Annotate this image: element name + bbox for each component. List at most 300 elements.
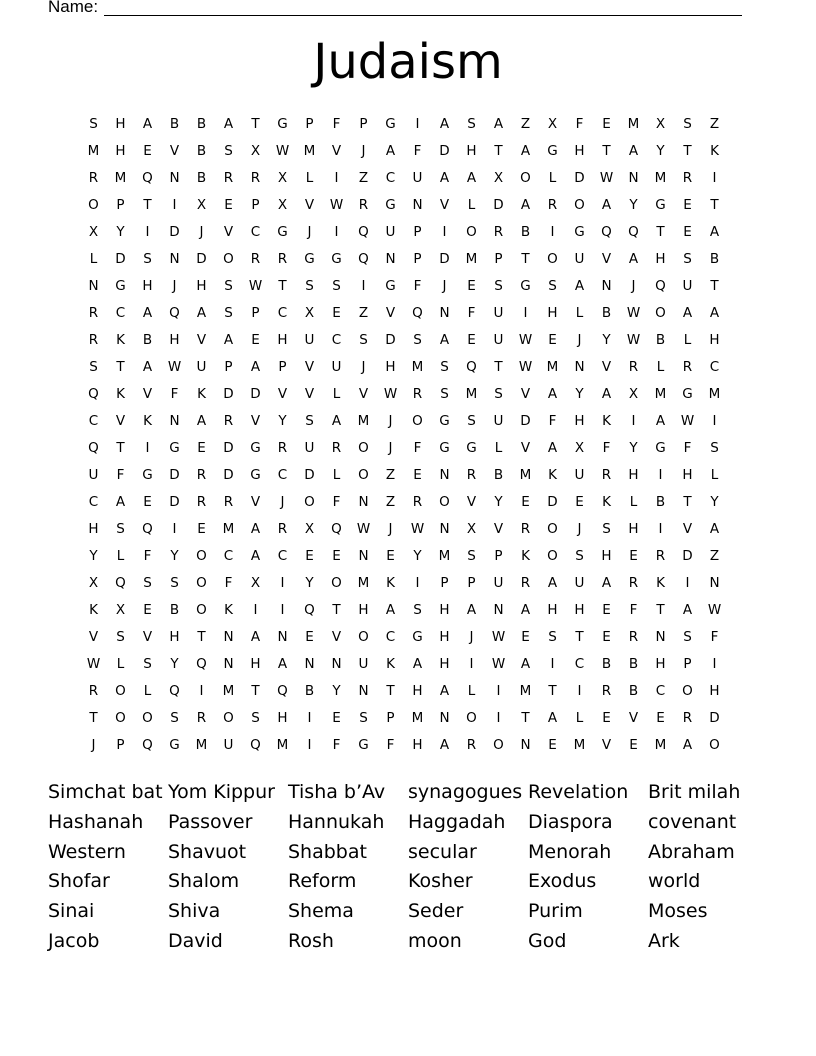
grid-letter: J	[469, 629, 474, 645]
grid-letter: P	[305, 116, 314, 132]
grid-letter: O	[223, 251, 234, 267]
grid-letter: N	[439, 467, 450, 483]
grid-letter: N	[331, 656, 342, 672]
grid-letter: V	[277, 386, 288, 402]
grid-letter: K	[386, 656, 395, 672]
grid-letter: S	[143, 251, 152, 267]
grid-letter: N	[169, 251, 180, 267]
grid-letter: M	[465, 251, 478, 267]
grid-letter: B	[169, 602, 180, 618]
grid-letter: F	[575, 116, 584, 132]
grid-letter: E	[683, 224, 692, 240]
grid-letter: O	[196, 575, 207, 591]
grid-letter: V	[250, 494, 261, 510]
grid-letter: D	[709, 710, 720, 726]
word-bank-item: covenant	[648, 810, 737, 833]
grid-letter: M	[276, 737, 289, 753]
grid-letter: N	[223, 629, 234, 645]
grid-letter: G	[358, 737, 369, 753]
grid-letter: T	[278, 278, 287, 294]
grid-row	[80, 624, 728, 651]
grid-letter: H	[412, 737, 423, 753]
grid-letter: N	[601, 278, 612, 294]
grid-letter: W	[707, 602, 722, 618]
grid-letter: N	[358, 548, 369, 564]
grid-letter: L	[332, 467, 341, 483]
grid-letter: V	[115, 413, 126, 429]
grid-letter: N	[439, 710, 450, 726]
grid-letter: A	[601, 575, 612, 591]
grid-letter: T	[197, 629, 206, 645]
grid-letter: V	[601, 359, 612, 375]
grid-letter: M	[438, 548, 451, 564]
grid-letter: J	[442, 278, 447, 294]
grid-letter: B	[655, 332, 666, 348]
grid-letter: Y	[89, 548, 98, 564]
grid-letter: H	[115, 116, 126, 132]
grid-letter: R	[682, 710, 693, 726]
grid-letter: U	[493, 575, 504, 591]
grid-letter: F	[710, 629, 719, 645]
grid-letter: L	[467, 683, 476, 699]
grid-letter: R	[412, 494, 423, 510]
grid-letter: X	[277, 170, 288, 186]
grid-letter: O	[115, 683, 126, 699]
grid-letter: E	[575, 494, 584, 510]
grid-letter: A	[439, 332, 450, 348]
grid-letter: K	[89, 602, 98, 618]
grid-letter: D	[223, 467, 234, 483]
grid-letter: S	[224, 143, 233, 159]
grid-letter: H	[709, 332, 720, 348]
grid-letter: V	[250, 413, 261, 429]
grid-letter: C	[223, 548, 234, 564]
grid-letter: M	[303, 143, 316, 159]
grid-letter: H	[439, 629, 450, 645]
grid-letter: I	[415, 116, 420, 132]
grid-letter: F	[332, 494, 341, 510]
grid-letter: G	[439, 440, 450, 456]
grid-letter: A	[250, 521, 261, 537]
grid-letter: K	[602, 494, 611, 510]
grid-letter: Q	[169, 683, 180, 699]
grid-letter: S	[575, 548, 584, 564]
grid-row	[80, 435, 728, 462]
grid-letter: S	[116, 629, 125, 645]
grid-letter: I	[469, 656, 474, 672]
grid-letter: Q	[358, 251, 369, 267]
grid-letter: H	[574, 143, 585, 159]
grid-letter: K	[548, 467, 557, 483]
grid-letter: J	[172, 278, 177, 294]
grid-row	[80, 489, 728, 516]
grid-letter: S	[224, 305, 233, 321]
grid-letter: E	[224, 197, 233, 213]
grid-letter: K	[116, 386, 125, 402]
grid-letter: C	[88, 494, 99, 510]
grid-letter: Q	[169, 305, 180, 321]
grid-letter: P	[116, 737, 125, 753]
grid-letter: P	[440, 575, 449, 591]
grid-letter: Z	[358, 170, 369, 186]
grid-letter: G	[520, 278, 531, 294]
grid-letter: S	[224, 278, 233, 294]
grid-letter: S	[710, 440, 719, 456]
grid-letter: X	[196, 197, 207, 213]
word-bank-item: Reform	[288, 870, 357, 893]
word-bank-item: Exodus	[528, 870, 597, 893]
grid-letter: L	[656, 359, 665, 375]
grid-letter: U	[412, 170, 423, 186]
grid-letter: X	[493, 170, 504, 186]
grid-row	[80, 192, 728, 219]
grid-letter: R	[520, 521, 531, 537]
grid-letter: F	[683, 440, 692, 456]
grid-letter: X	[304, 521, 315, 537]
grid-letter: V	[439, 197, 450, 213]
grid-letter: D	[223, 440, 234, 456]
grid-letter: H	[439, 656, 450, 672]
grid-letter: Q	[601, 224, 612, 240]
grid-row	[80, 516, 728, 543]
grid-letter: V	[196, 332, 207, 348]
grid-letter: G	[385, 116, 396, 132]
grid-letter: V	[682, 521, 693, 537]
grid-letter: N	[628, 170, 639, 186]
grid-letter: I	[415, 575, 420, 591]
grid-letter: E	[602, 116, 611, 132]
grid-row	[80, 381, 728, 408]
grid-letter: E	[305, 629, 314, 645]
grid-letter: A	[250, 548, 261, 564]
grid-letter: I	[631, 413, 636, 429]
grid-letter: Q	[88, 386, 99, 402]
grid-letter: U	[574, 467, 585, 483]
grid-letter: A	[412, 656, 423, 672]
grid-letter: A	[277, 656, 288, 672]
grid-letter: A	[439, 116, 450, 132]
grid-letter: S	[413, 332, 422, 348]
grid-letter: D	[439, 143, 450, 159]
grid-row	[80, 354, 728, 381]
grid-row	[80, 219, 728, 246]
grid-letter: W	[356, 521, 371, 537]
grid-letter: A	[601, 197, 612, 213]
grid-letter: A	[709, 305, 720, 321]
grid-letter: H	[574, 602, 585, 618]
grid-letter: H	[628, 521, 639, 537]
grid-letter: V	[466, 494, 477, 510]
grid-letter: M	[573, 737, 586, 753]
grid-letter: J	[577, 521, 582, 537]
word-bank-item: Brit milah	[648, 781, 741, 803]
grid-letter: I	[280, 602, 285, 618]
grid-letter: Y	[656, 143, 665, 159]
grid-letter: S	[305, 278, 314, 294]
grid-letter: M	[411, 359, 424, 375]
grid-letter: T	[683, 143, 692, 159]
grid-letter: C	[277, 548, 288, 564]
grid-letter: Q	[331, 521, 342, 537]
grid-letter: H	[196, 278, 207, 294]
grid-letter: I	[658, 521, 663, 537]
grid-letter: U	[493, 413, 504, 429]
grid-row	[80, 543, 728, 570]
grid-letter: D	[493, 197, 504, 213]
grid-letter: O	[358, 629, 369, 645]
grid-letter: B	[304, 683, 315, 699]
grid-letter: P	[494, 251, 503, 267]
grid-letter: I	[712, 413, 717, 429]
grid-letter: R	[601, 467, 612, 483]
grid-letter: I	[172, 521, 177, 537]
grid-letter: S	[602, 521, 611, 537]
grid-letter: P	[386, 710, 395, 726]
grid-letter: E	[521, 494, 530, 510]
grid-letter: R	[628, 575, 639, 591]
grid-letter: S	[467, 548, 476, 564]
grid-letter: O	[547, 251, 558, 267]
grid-letter: A	[439, 737, 450, 753]
word-bank-item: Abraham	[648, 840, 735, 863]
grid-letter: S	[494, 278, 503, 294]
word-bank-item: David	[168, 929, 223, 952]
name-label: Name:	[48, 0, 99, 16]
word-bank-item: Shofar	[48, 870, 110, 893]
grid-letter: M	[654, 386, 667, 402]
grid-letter: L	[629, 494, 638, 510]
grid-letter: R	[223, 170, 234, 186]
letter-grid	[80, 111, 728, 759]
grid-letter: Z	[358, 305, 369, 321]
grid-letter: M	[465, 386, 478, 402]
grid-letter: S	[683, 116, 692, 132]
grid-row	[80, 246, 728, 273]
name-line[interactable]	[104, 15, 742, 16]
grid-letter: X	[655, 116, 666, 132]
grid-letter: J	[280, 494, 285, 510]
grid-letter: J	[361, 143, 366, 159]
grid-letter: O	[196, 548, 207, 564]
grid-letter: R	[196, 494, 207, 510]
grid-letter: M	[357, 575, 370, 591]
grid-letter: H	[439, 602, 450, 618]
grid-letter: S	[413, 602, 422, 618]
grid-letter: B	[628, 656, 639, 672]
grid-letter: B	[709, 251, 720, 267]
grid-letter: L	[575, 710, 584, 726]
grid-letter: A	[331, 413, 342, 429]
grid-letter: W	[410, 521, 425, 537]
grid-letter: L	[548, 170, 557, 186]
grid-letter: H	[88, 521, 99, 537]
grid-letter: I	[496, 710, 501, 726]
grid-letter: D	[196, 251, 207, 267]
grid-letter: A	[520, 197, 531, 213]
grid-letter: A	[439, 683, 450, 699]
grid-letter: G	[142, 467, 153, 483]
grid-letter: L	[710, 467, 719, 483]
grid-letter: S	[251, 710, 260, 726]
grid-letter: A	[682, 737, 693, 753]
grid-letter: I	[334, 170, 339, 186]
grid-letter: A	[223, 116, 234, 132]
grid-letter: X	[277, 197, 288, 213]
grid-letter: H	[169, 332, 180, 348]
grid-letter: Z	[709, 116, 720, 132]
grid-letter: R	[520, 575, 531, 591]
grid-letter: V	[601, 251, 612, 267]
grid-letter: D	[547, 494, 558, 510]
grid-letter: G	[385, 278, 396, 294]
grid-letter: H	[601, 548, 612, 564]
grid-letter: S	[170, 575, 179, 591]
grid-letter: R	[493, 224, 504, 240]
grid-letter: H	[655, 251, 666, 267]
grid-letter: E	[332, 548, 341, 564]
grid-letter: C	[250, 224, 261, 240]
grid-letter: X	[628, 386, 639, 402]
grid-letter: W	[86, 656, 101, 672]
grid-letter: U	[331, 359, 342, 375]
grid-letter: J	[388, 521, 393, 537]
grid-letter: I	[145, 440, 150, 456]
grid-letter: F	[224, 575, 233, 591]
grid-letter: Q	[142, 737, 153, 753]
grid-letter: H	[709, 683, 720, 699]
grid-letter: G	[655, 440, 666, 456]
grid-letter: I	[145, 224, 150, 240]
grid-letter: H	[547, 305, 558, 321]
grid-letter: T	[89, 710, 98, 726]
grid-letter: Q	[88, 440, 99, 456]
word-bank-item: Jacob	[48, 929, 100, 952]
grid-letter: O	[196, 602, 207, 618]
grid-letter: O	[466, 710, 477, 726]
grid-letter: E	[467, 278, 476, 294]
grid-letter: I	[307, 710, 312, 726]
grid-letter: A	[601, 386, 612, 402]
grid-letter: M	[654, 737, 667, 753]
grid-letter: A	[196, 305, 207, 321]
word-bank-item: Haggadah	[408, 810, 506, 833]
grid-letter: Q	[628, 224, 639, 240]
grid-letter: N	[304, 656, 315, 672]
grid-letter: A	[466, 170, 477, 186]
grid-letter: T	[548, 683, 557, 699]
grid-letter: P	[467, 575, 476, 591]
grid-letter: Q	[142, 170, 153, 186]
grid-letter: G	[574, 224, 585, 240]
grid-letter: L	[467, 197, 476, 213]
grid-letter: T	[710, 278, 719, 294]
grid-letter: F	[332, 116, 341, 132]
page-title: Judaism	[313, 34, 503, 90]
grid-letter: D	[304, 467, 315, 483]
grid-letter: N	[358, 494, 369, 510]
grid-letter: X	[304, 305, 315, 321]
grid-letter: O	[466, 224, 477, 240]
grid-letter: A	[547, 440, 558, 456]
grid-letter: F	[170, 386, 179, 402]
grid-letter: Y	[629, 440, 638, 456]
grid-letter: B	[520, 224, 531, 240]
grid-letter: Q	[115, 575, 126, 591]
grid-letter: O	[358, 467, 369, 483]
grid-letter: U	[358, 656, 369, 672]
word-bank-item: Yom Kippur	[168, 781, 275, 803]
grid-letter: H	[385, 359, 396, 375]
grid-row	[80, 111, 728, 138]
grid-letter: S	[359, 332, 368, 348]
grid-letter: I	[280, 575, 285, 591]
grid-letter: M	[195, 737, 208, 753]
grid-letter: A	[655, 413, 666, 429]
grid-letter: D	[223, 386, 234, 402]
word-bank-item: Shalom	[168, 870, 240, 893]
grid-letter: A	[574, 278, 585, 294]
grid-row	[80, 732, 728, 759]
grid-letter: Q	[304, 602, 315, 618]
grid-letter: T	[332, 602, 341, 618]
grid-letter: E	[602, 710, 611, 726]
grid-letter: Z	[520, 116, 531, 132]
grid-letter: A	[250, 629, 261, 645]
grid-letter: I	[334, 224, 339, 240]
grid-letter: F	[143, 548, 152, 564]
grid-letter: O	[142, 710, 153, 726]
grid-letter: N	[412, 197, 423, 213]
grid-letter: E	[143, 494, 152, 510]
grid-letter: W	[383, 386, 398, 402]
grid-letter: V	[142, 386, 153, 402]
grid-letter: N	[88, 278, 99, 294]
grid-letter: D	[385, 332, 396, 348]
grid-letter: S	[89, 116, 98, 132]
grid-letter: E	[548, 737, 557, 753]
grid-letter: X	[574, 440, 585, 456]
grid-letter: P	[116, 197, 125, 213]
grid-letter: R	[88, 332, 99, 348]
grid-letter: H	[142, 278, 153, 294]
grid-row	[80, 705, 728, 732]
grid-letter: A	[439, 170, 450, 186]
grid-letter: J	[307, 224, 312, 240]
grid-letter: K	[224, 602, 233, 618]
grid-letter: M	[519, 683, 532, 699]
grid-letter: T	[710, 197, 719, 213]
word-bank-item: synagogues	[408, 781, 523, 803]
grid-letter: P	[251, 305, 260, 321]
grid-letter: B	[655, 494, 666, 510]
grid-letter: F	[602, 440, 611, 456]
grid-letter: W	[248, 278, 263, 294]
grid-letter: A	[547, 575, 558, 591]
grid-letter: Y	[575, 386, 584, 402]
grid-letter: D	[682, 548, 693, 564]
grid-letter: N	[709, 575, 720, 591]
word-bank-item: Shiva	[168, 900, 221, 923]
grid-letter: G	[331, 251, 342, 267]
grid-letter: W	[167, 359, 182, 375]
grid-letter: R	[250, 251, 261, 267]
grid-letter: G	[466, 440, 477, 456]
grid-letter: H	[115, 143, 126, 159]
grid-letter: Z	[385, 494, 396, 510]
grid-letter: S	[332, 278, 341, 294]
grid-letter: X	[250, 143, 261, 159]
grid-letter: D	[169, 494, 180, 510]
